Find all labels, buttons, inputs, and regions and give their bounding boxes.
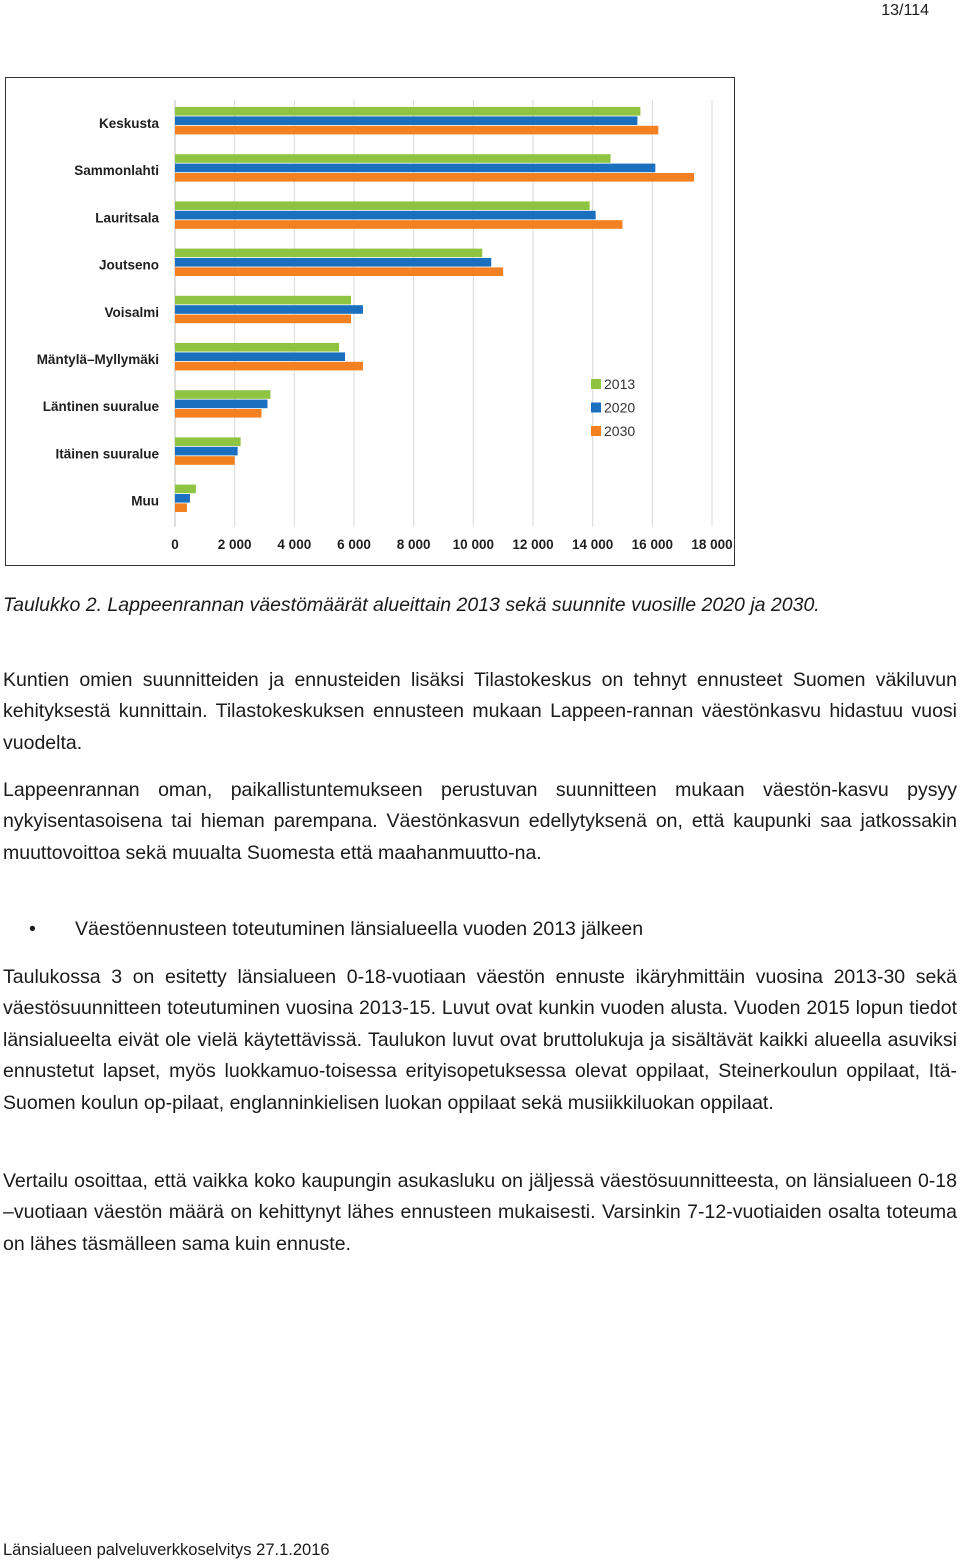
category-label: Lauritsala: [95, 210, 159, 226]
bar-2020: [175, 305, 363, 314]
category-label: Itäinen suuralue: [55, 446, 159, 462]
bar-2013: [175, 437, 241, 446]
bar-2020: [175, 352, 345, 361]
page-footer: Länsialueen palveluverkkoselvitys 27.1.2016: [3, 1541, 330, 1559]
paragraph-table-description: Taulukossa 3 on esitetty länsialueen 0-18-vuotiaan väestön ennuste ikäryhmittäin vuosina 2013-30 sekä väestösuunnitteen toteutuminen vuosina 2013-15. Luvut ovat kunkin vuoden alusta. Vuoden 2015 lopun tiedot länsialueelta eivät ole vielä käytettävissä. Taulukon luvut ovat bruttolukuja ja sisältävät kaikki alueella asuviksi ennustetut lapset, myös luokkamuo-toisessa erityisopetuksessa olevat oppilaat, Steinerkoulun oppilaat, Itä-Suomen koulun op-pilaat, englanninkielisen luokan oppilaat sekä musiikkiluokan oppilaat.: [3, 966, 957, 1114]
x-tick-label: 10 000: [452, 536, 494, 552]
category-label: Muu: [131, 493, 159, 509]
bar-2013: [175, 201, 590, 210]
bar-2030: [175, 220, 623, 229]
paragraph-comparison: Vertailu osoittaa, että vaikka koko kaupungin asukasluku on jäljessä väestösuunnitteesta, on länsialueen 0-18 –vuotiaan väestön määrä on kehittynyt lähes ennusteen mukaisesti. Varsinkin 7-12-vuotiaiden osalta toteuma on lähes täsmälleen sama kuin ennuste.: [3, 1170, 957, 1255]
x-tick-label: 12 000: [512, 536, 554, 552]
x-tick-label: 16 000: [631, 536, 673, 552]
bar-2013: [175, 390, 270, 399]
x-tick-label: 6 000: [337, 536, 371, 552]
bar-2020: [175, 400, 267, 409]
legend-swatch-2020: [591, 403, 601, 413]
page-number: 13/114: [881, 2, 929, 19]
category-label: Keskusta: [98, 116, 159, 131]
x-tick-label: 2 000: [217, 536, 252, 552]
bar-2013: [175, 343, 339, 352]
bar-2020: [175, 211, 596, 220]
bar-2020: [175, 116, 637, 125]
bar-2030: [175, 362, 363, 371]
bar-2013: [175, 107, 640, 116]
paragraph-local-forecast: Lappeenrannan oman, paikallistuntemukseen perustuvan suunnitteen mukaan väestön-kasvu pysyy nykyisentasoisena tai hieman parempana. Väestönkasvun edellytyksenä on, että kaupunki saa jatkossakin muuttovoittoa sekä muualta Suomesta että maahanmuutto-na.: [3, 779, 957, 864]
bar-2030: [175, 315, 351, 324]
bar-2013: [175, 249, 482, 258]
bar-2020: [175, 258, 491, 267]
bar-2030: [175, 409, 262, 418]
category-label: Voisalmi: [104, 304, 159, 320]
x-tick-label: 4 000: [277, 536, 312, 552]
population-bar-chart: [6, 78, 733, 564]
x-tick-label: 0: [171, 536, 179, 552]
x-tick-label: 14 000: [572, 536, 614, 552]
bar-2013: [175, 154, 611, 163]
x-tick-label: 8 000: [396, 536, 431, 552]
legend-label-2020: 2020: [604, 399, 636, 416]
bar-2013: [175, 296, 351, 305]
bar-2030: [175, 173, 694, 182]
table-caption: Taulukko 2. Lappeenrannan väestömäärät alueittain 2013 sekä suunnite vuosille 2020 ja 2030.: [3, 594, 820, 616]
legend-swatch-2013: [591, 379, 601, 389]
bullet-heading: Väestöennusteen toteutuminen länsialueella vuoden 2013 jälkeen: [75, 918, 644, 940]
bar-2030: [175, 267, 503, 276]
bar-2020: [175, 447, 238, 456]
bar-2020: [175, 494, 190, 503]
bar-2030: [175, 126, 658, 135]
x-tick-label: 18 000: [691, 536, 733, 552]
bar-2020: [175, 164, 655, 173]
legend-label-2030: 2030: [604, 423, 636, 439]
bullet-symbol: •: [29, 918, 36, 940]
category-label: Mäntylä–Myllymäki: [36, 352, 159, 367]
category-label: Sammonlahti: [74, 163, 159, 179]
category-label: Läntinen suuralue: [42, 399, 159, 415]
bar-2013: [175, 485, 196, 494]
bar-2030: [175, 503, 187, 512]
legend-label-2013: 2013: [604, 376, 636, 392]
paragraph-statistics-forecast: Kuntien omien suunnitteiden ja ennusteiden lisäksi Tilastokeskus on tehnyt ennusteet Suomen väkiluvun kehityksestä kunnittain. Tilastokeskuksen ennusteen mukaan Lappeen-rannan väestönkasvu hidastuu vuosi vuodelta.: [3, 669, 957, 754]
legend-swatch-2030: [591, 426, 601, 436]
population-chart: [5, 77, 735, 566]
bar-2030: [175, 456, 235, 465]
category-label: Joutseno: [98, 257, 159, 273]
